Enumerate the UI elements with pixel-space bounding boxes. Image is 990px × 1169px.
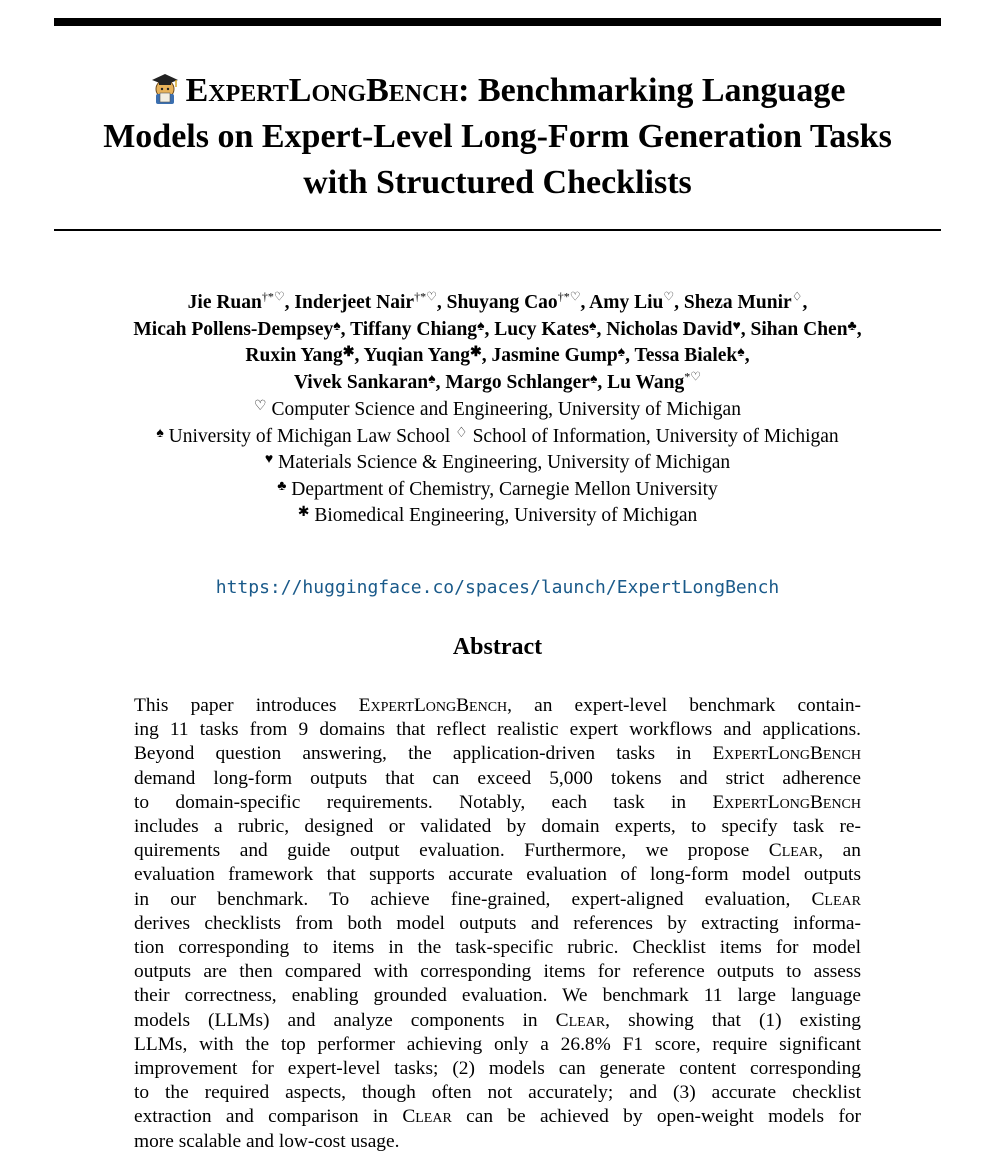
- author-name: Jie Ruan: [187, 292, 262, 313]
- author-name: Yuqian Yang: [363, 345, 470, 366]
- top-rule: [54, 18, 941, 26]
- affiliation-line: ♡ Computer Science and Engineering, University of Michigan: [254, 399, 741, 420]
- author-list: [30, 290, 965, 396]
- paper-title: [40, 68, 955, 206]
- scholar-emoji-icon: [150, 71, 180, 105]
- abstract-line: ing 11 tasks from 9 domains that reflect realistic expert workflows and applications.: [134, 719, 861, 741]
- author-name: Inderjeet Nair: [294, 292, 415, 313]
- author-name: Micah Pollens-Dempsey: [133, 318, 334, 340]
- title-line-2: Models on Expert-Level Long-Form Generation Tasks: [103, 118, 892, 155]
- abstract-heading: Abstract: [452, 634, 543, 660]
- author-name: Nicholas David: [606, 318, 733, 340]
- author-name: Lu Wang: [607, 371, 685, 393]
- affiliation-line: ♣ Department of Chemistry, Carnegie Mellon University: [277, 478, 718, 500]
- abstract-line: extraction and comparison in Clear can be achieved by open-weight models for: [134, 1106, 862, 1128]
- author-name: Ruxin Yang: [245, 345, 343, 366]
- abstract-line: more scalable and low-cost usage.: [134, 1130, 400, 1152]
- abstract-line: evaluation framework that supports accurate evaluation of long-form model outputs: [134, 864, 861, 886]
- author-name: Vivek Sankaran: [293, 371, 429, 393]
- abstract-line: quirements and guide output evaluation. Furthermore, we propose Clear, an: [134, 840, 861, 862]
- title-line-1: ExpertLongBench: Benchmarking Language: [40, 68, 955, 114]
- affiliation-line: ♥ Materials Science & Engineering, University of Michigan: [264, 452, 731, 473]
- author-line-4: Vivek Sankaran♠, Margo Schlanger♠, Lu Wang*♡: [293, 369, 702, 393]
- benchmark-name: ExpertLongBench: [185, 72, 459, 109]
- affiliation-list: [30, 397, 965, 530]
- abstract-line: improvement for expert-level tasks; (2) models can generate content corresponding: [134, 1058, 861, 1080]
- affiliation-line: ♠ University of Michigan Law School ♢ School of Information, University of Michigan: [156, 425, 839, 447]
- author-name: Sihan Chen: [750, 318, 848, 340]
- title-line-3: with Structured Checklists: [303, 164, 692, 201]
- abstract-line: demand long-form outputs that can exceed 5,000 tokens and strict adherence: [134, 767, 861, 789]
- author-name: Lucy Kates: [494, 318, 590, 340]
- author-name: Tiffany Chiang: [350, 318, 478, 340]
- author-name: Amy Liu: [589, 292, 664, 313]
- abstract-line: LLMs, with the top performer achieving only a 26.8% F1 score, require significant: [134, 1033, 861, 1055]
- abstract-line: tion corresponding to items in the task-specific rubric. Checklist items for model: [134, 937, 861, 959]
- affiliation-line: ✱ Biomedical Engineering, University of Michigan: [297, 505, 698, 526]
- author-name: Sheza Munir: [683, 292, 792, 313]
- abstract-line: includes a rubric, designed or validated by domain experts, to specify task re-: [134, 816, 861, 838]
- bottom-rule: [54, 229, 941, 231]
- abstract-line: derives checklists from both model outputs and references by extracting informa-: [134, 912, 861, 934]
- abstract-line: their correctness, enabling grounded evaluation. We benchmark 11 large language: [134, 985, 861, 1007]
- author-name: Shuyang Cao: [446, 292, 558, 313]
- abstract-line: Beyond question answering, the application-driven tasks in ExpertLongBench: [134, 743, 861, 765]
- author-line-2: Micah Pollens-Dempsey♠, Tiffany Chiang♠, Lucy Kates♠, Nicholas David♥, Sihan Chen♣,: [133, 318, 862, 340]
- author-line-1: Jie Ruan†*♡, Inderjeet Nair†*♡, Shuyang Cao†*♡, Amy Liu♡, Sheza Munir♢,: [187, 289, 808, 313]
- abstract-line: This paper introduces ExpertLongBench, an expert-level benchmark contain-: [134, 695, 861, 716]
- author-name: Jasmine Gump: [491, 345, 618, 366]
- abstract-line: models (LLMs) and analyze components in Clear, showing that (1) existing: [134, 1009, 862, 1031]
- abstract-line: in our benchmark. To achieve fine-grained, expert-aligned evaluation, Clear: [134, 888, 861, 910]
- project-url-link[interactable]: https://huggingface.co/spaces/launch/ExpertLongBench: [215, 577, 780, 598]
- abstract-line: to the required aspects, though often not accurately; and (3) accurate checklist: [134, 1082, 861, 1104]
- abstract-line: outputs are then compared with corresponding items for reference outputs to assess: [134, 961, 861, 983]
- author-name: Margo Schlanger: [445, 371, 590, 393]
- abstract-line: to domain-specific requirements. Notably, each task in ExpertLongBench: [134, 791, 861, 813]
- author-name: Tessa Bialek: [634, 345, 738, 366]
- abstract-body: [134, 694, 861, 1154]
- author-line-3: Ruxin Yang✱, Yuqian Yang✱, Jasmine Gump♠, Tessa Bialek♠,: [245, 345, 750, 366]
